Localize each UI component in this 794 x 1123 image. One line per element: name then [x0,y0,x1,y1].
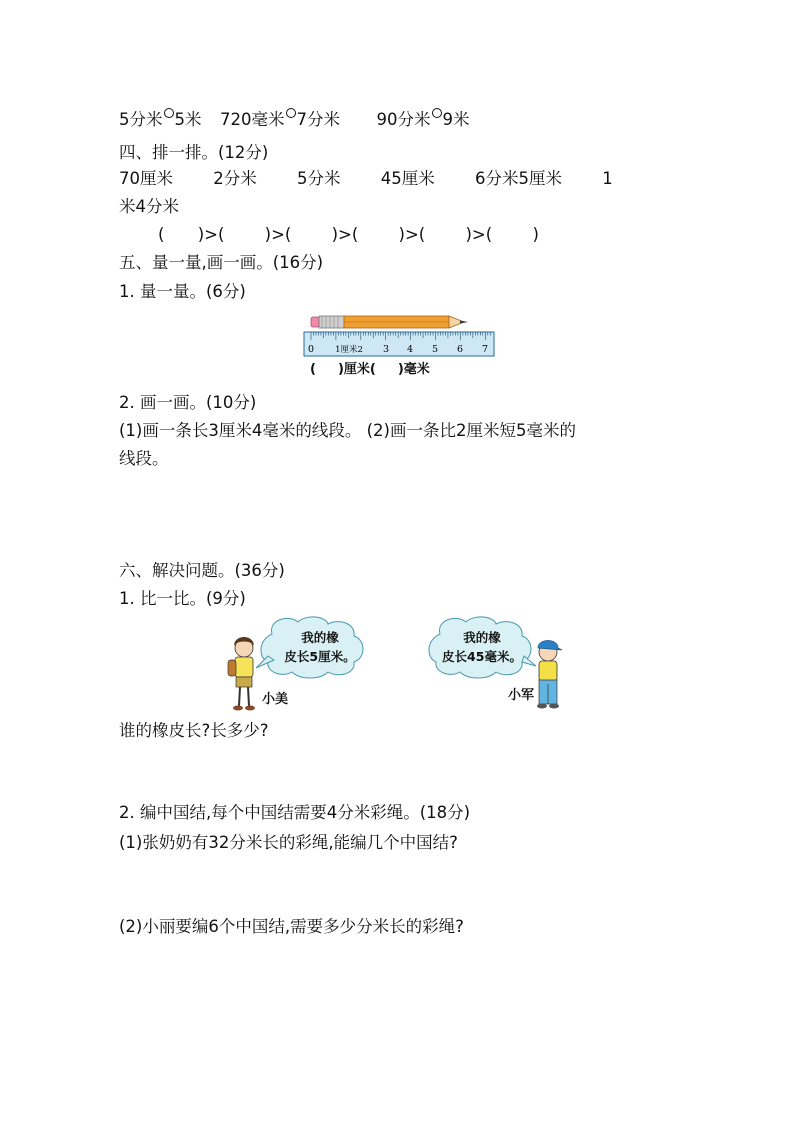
ruler-figure [300,312,500,360]
section6-q1: 1. 比一比。(9分) [119,589,246,608]
compare-left: 90分米 [376,110,431,129]
girl-name: 小美 [262,692,289,707]
section6-q2-b: (2)小丽要编6个中国结,需要多少分米长的彩绳? [119,917,464,936]
ruler [304,332,494,356]
section6-title: 六、解决问题。(36分) [119,561,285,580]
compare-row [119,108,470,131]
compare-right: 7分米 [296,110,340,129]
sort-item: 70厘米 [119,169,173,188]
ruler-tick-label: 5 [431,344,439,355]
section4-items [119,168,613,190]
ruler-tick-label: 0 [307,344,315,355]
compare-right: 5米 [174,110,202,129]
ruler-tick-label: 3 [382,344,390,355]
sort-item: 5分米 [297,169,341,188]
boy-name: 小军 [508,688,535,703]
girl-bubble-text: 我的橡 皮长5厘米。 [284,630,356,664]
sort-item: 45厘米 [380,169,435,188]
section6-q2-a: (1)张奶奶有32分米长的彩绳,能编几个中国结? [119,833,458,852]
ruler-tick-label: 1厘米2 [335,345,363,355]
section5-title: 五、量一量,画一画。(16分) [119,253,324,272]
section5-q2-line1: (1)画一条长3厘米4毫米的线段。 (2)画一条比2厘米短5毫米的 [119,421,576,440]
compare-circle[interactable] [432,108,442,118]
section4-wrap: 米4分米 [119,197,179,216]
ruler-tick-label: 4 [406,344,414,355]
compare-left: 720毫米 [220,110,285,129]
sort-item: 6分米5厘米 [475,169,562,188]
compare-right: 9米 [442,110,470,129]
section5-q2-line2: 线段。 [119,449,169,468]
section6-q2: 2. 编中国结,每个中国结需要4分米彩绳。(18分) [119,803,471,822]
girl-figure [228,637,255,711]
compare-circle[interactable] [286,108,296,118]
ruler-tick-label: 6 [456,344,464,355]
sort-item: 2分米 [213,169,257,188]
boy-bubble-text: 我的橡 皮长45毫米。 [442,630,522,664]
order-row[interactable]: ( )>( )>( )>( )>( )>( ) [158,225,539,244]
compare-left: 5分米 [119,110,163,129]
boy-figure [537,641,562,709]
section4-title: 四、排一排。(12分) [119,143,269,162]
sort-item: 1 [602,169,613,188]
ruler-tick-label: 7 [481,344,489,355]
ruler-answer[interactable]: ( )厘米( )毫米 [310,362,430,377]
section6-q1-question: 谁的橡皮长?长多少? [119,721,269,740]
section5-q2: 2. 画一画。(10分) [119,393,257,412]
compare-circle[interactable] [164,108,174,118]
section5-q1: 1. 量一量。(6分) [119,282,246,301]
pencil-icon [311,316,468,328]
